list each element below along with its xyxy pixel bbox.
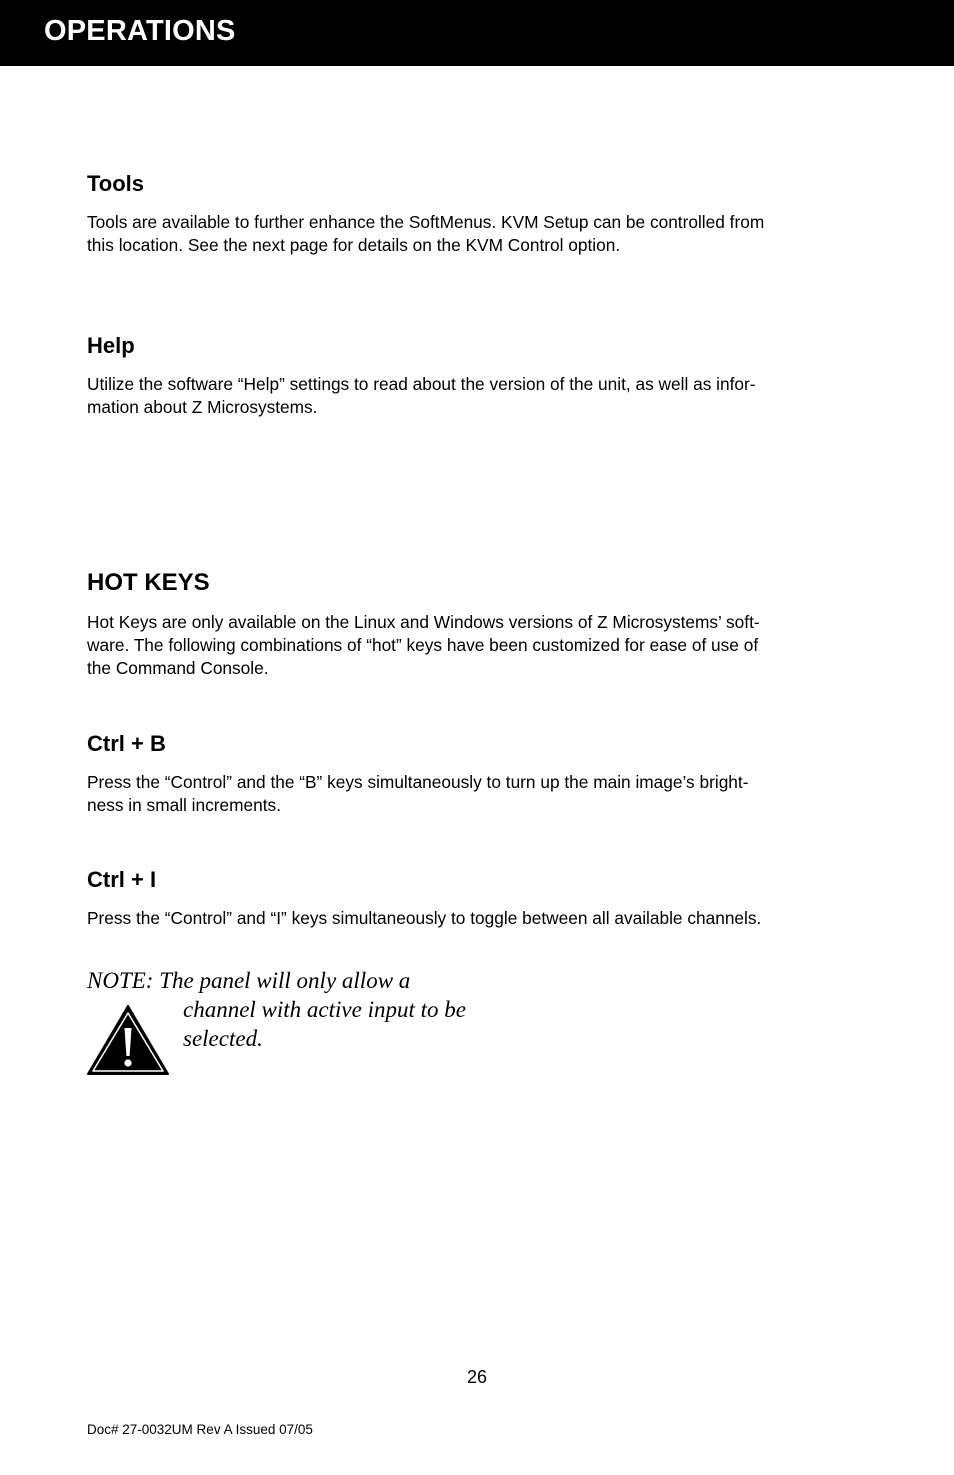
hot-keys-line: the Command Console. [87, 658, 269, 678]
hot-keys-line: Hot Keys are only available on the Linux and Windows versions of Z Microsystems’ soft- [87, 612, 760, 632]
ctrl-b-line: Press the “Control” and the “B” keys simultaneously to turn up the main image’s bright- [87, 772, 749, 792]
note-line: selected. [183, 1026, 263, 1051]
tools-line: Tools are available to further enhance the SoftMenus. KVM Setup can be controlled from [87, 212, 765, 232]
tools-heading: Tools [87, 171, 145, 196]
note-line: channel with active input to be [183, 997, 466, 1022]
help-line: mation about Z Microsystems. [87, 397, 318, 417]
note-line: NOTE: The panel will only allow a [87, 968, 411, 993]
ctrl-b-paragraph [87, 771, 877, 817]
tools-line: this location. See the next page for details on the KVM Control option. [87, 235, 621, 255]
warning-triangle-icon [86, 1004, 170, 1076]
ctrl-i-heading: Ctrl + I [87, 867, 157, 892]
ctrl-i-paragraph [87, 907, 877, 930]
hot-keys-paragraph [87, 611, 877, 680]
page-number: 26 [466, 1367, 488, 1387]
help-paragraph [87, 373, 877, 419]
ctrl-i-line: Press the “Control” and “I” keys simultaneously to toggle between all available channels. [87, 908, 762, 928]
document-id: Doc# 27-0032UM Rev A Issued 07/05 [87, 1422, 313, 1437]
ctrl-b-line: ness in small increments. [87, 795, 282, 815]
header-bar [0, 0, 954, 66]
section-title: OPERATIONS [44, 15, 236, 47]
hot-keys-line: ware. The following combinations of “hot” keys have been customized for ease of use of [87, 635, 759, 655]
help-line: Utilize the software “Help” settings to read about the version of the unit, as well as infor- [87, 374, 756, 394]
help-heading: Help [87, 333, 135, 358]
tools-paragraph [87, 211, 877, 257]
ctrl-b-heading: Ctrl + B [87, 731, 166, 756]
hot-keys-heading: HOT KEYS [87, 569, 210, 596]
